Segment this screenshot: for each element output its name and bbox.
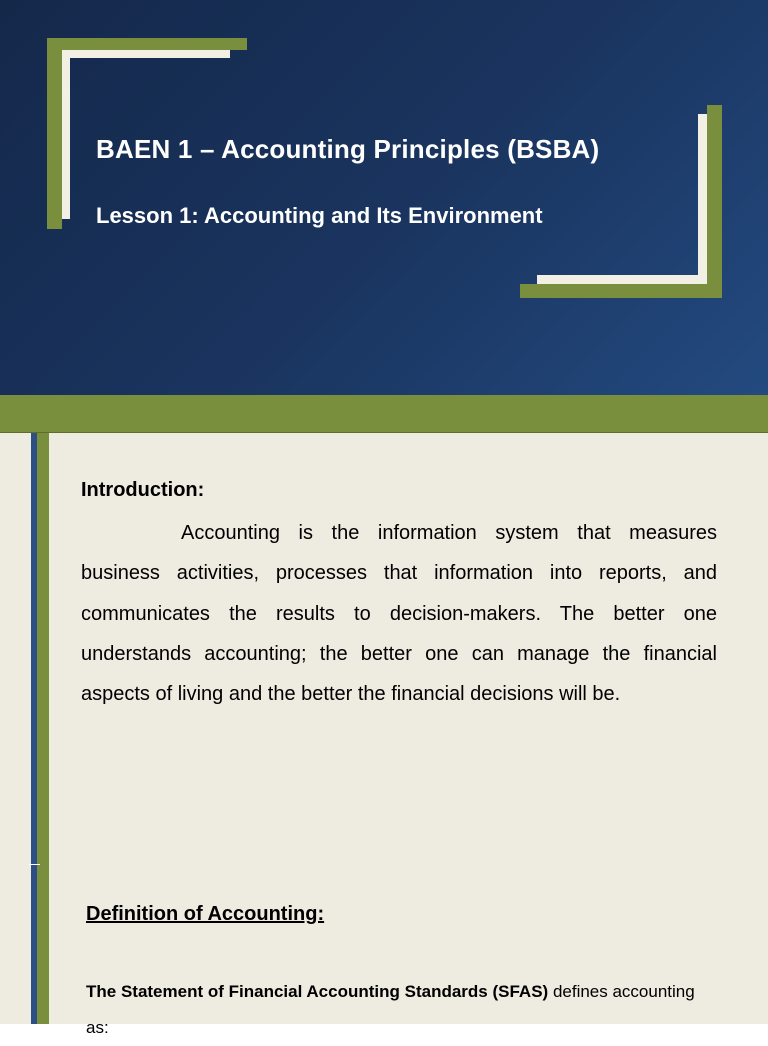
decorative-frame-bottom-right-vertical bbox=[707, 105, 722, 298]
lesson-subtitle: Lesson 1: Accounting and Its Environment bbox=[96, 203, 543, 228]
decorative-frame-top-left-inner-vertical bbox=[62, 50, 70, 219]
definition-source-sentence bbox=[86, 974, 706, 1046]
sfas-sentence-rest: defines accounting as: bbox=[86, 982, 695, 1037]
introduction-paragraph: Accounting is the information system that measures business activities, processes that information into reports, and communicates the results to decision-makers. The better one understands accounting; the better one can manage the financial aspects of living and the better the financial decisions will be. bbox=[81, 522, 717, 706]
header-divider-line bbox=[0, 432, 768, 433]
left-margin-stripe-green bbox=[37, 433, 49, 1024]
decorative-frame-top-left-vertical bbox=[47, 38, 62, 229]
left-margin-tick bbox=[29, 864, 40, 865]
decorative-frame-bottom-right-inner-vertical bbox=[698, 114, 707, 284]
definition-heading: Definition of Accounting: bbox=[86, 903, 325, 925]
header-divider-band bbox=[0, 395, 768, 432]
title-banner bbox=[0, 0, 768, 395]
decorative-frame-bottom-right-inner-horizontal bbox=[537, 275, 707, 284]
decorative-frame-top-left-inner-horizontal bbox=[62, 50, 230, 58]
introduction-heading: Introduction: bbox=[81, 479, 205, 501]
decorative-frame-bottom-right-horizontal bbox=[520, 284, 722, 298]
sfas-name: The Statement of Financial Accounting Standards (SFAS) bbox=[86, 982, 549, 1001]
document-title: BAEN 1 – Accounting Principles (BSBA) bbox=[96, 134, 600, 164]
decorative-frame-top-left-horizontal bbox=[47, 38, 247, 50]
